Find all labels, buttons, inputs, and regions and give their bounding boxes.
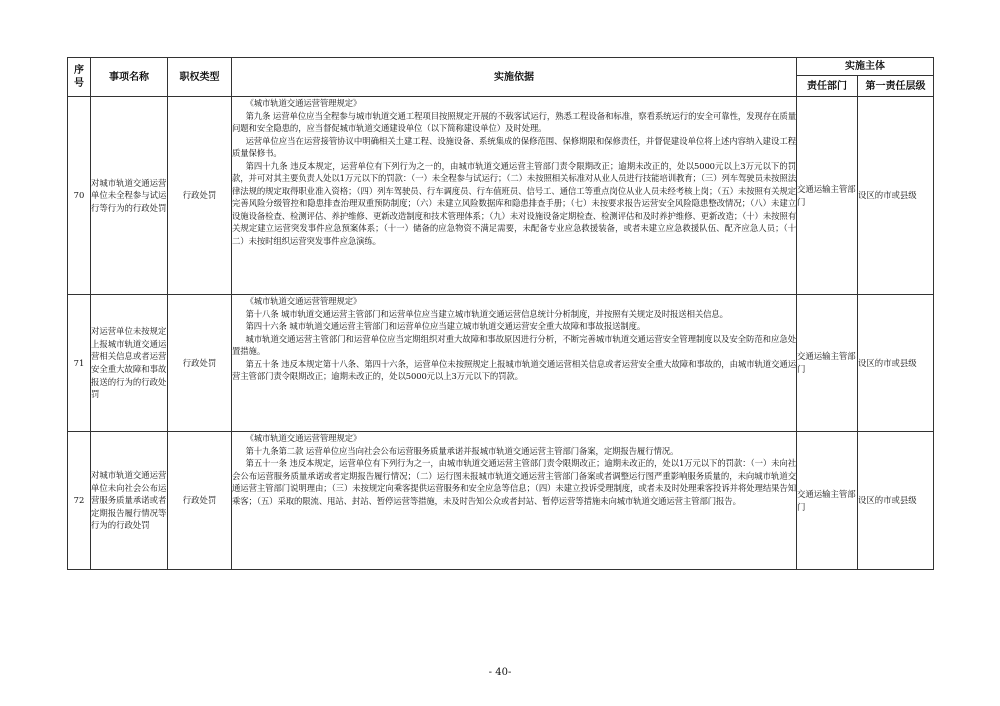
basis-paragraph: 第五十一条 违反本规定，运营单位有下列行为之一，由城市轨道交通运营主管部门责令限期改正；逾期未改正的，处以1万元以下的罚款：（一）未向社会公布运营服务质量承诺或者定期报告履行情况；（二）运行图未报城市轨道交通运营主管部门备案或者调整运行图严重影响服务质量的，未向城市轨道交通运营主管部门说明理由；（三）未按规定向乘客提供运营服务和安全应急等信息；（四）未建立投诉受理制度，或者未及时处理乘客投诉并将处理结果告知乘客；（五）采取的限流、甩站、封站、暂停运营等措施，未及时告知公众或者封站、暂停运营等措施未向城市轨道交通运营主管部门报告。 [232, 458, 796, 506]
header-level: 第一责任层级 [858, 76, 934, 97]
row-number: 70 [68, 97, 91, 295]
basis-paragraph: 《城市轨道交通运营管理规定》 [245, 296, 362, 306]
responsibility-level: 设区的市或县级 [858, 295, 934, 432]
enforcement-items-table [67, 57, 934, 570]
power-type: 行政处罚 [168, 97, 232, 295]
header-subject: 实施主体 [797, 58, 934, 76]
basis-paragraph: 城市轨道交通运营主管部门和运营单位应当定期组织对重大故障和事故原因进行分析，不断完善城市轨道交通运营安全管理制度以及安全防范和应急处置措施。 [232, 333, 796, 357]
basis-paragraph: 第十九条第二款 运营单位应当向社会公布运营服务质量承诺并报城市轨道交通运营主管部门备案，定期报告履行情况。 [245, 445, 679, 456]
basis-paragraph: 第九条 运营单位应当全程参与城市轨道交通工程项目按照规定开展的不载客试运行，熟悉工程设备和标准，察看系统运行的安全可靠性，发现存在质量问题和安全隐患的，应当督促城市轨道交通建设单位（以下简称建设单位）及时处理。 [232, 110, 796, 134]
responsibility-level: 设区的市或县级 [858, 432, 934, 570]
item-name: 对城市轨道交通运营单位未向社会公布运营服务质量承诺或者定期报告履行情况等行为的行政处罚 [91, 432, 168, 570]
responsible-dept: 交通运输主管部门 [797, 432, 858, 570]
table-row [68, 295, 934, 432]
power-type: 行政处罚 [168, 295, 232, 432]
basis-paragraph: 运营单位应当在运营接管协议中明确相关土建工程、设施设备、系统集成的保修范围、保修期限和保修责任，并督促建设单位将上述内容纳入建设工程质量保修书。 [232, 135, 796, 159]
table-row [68, 97, 934, 295]
basis-cell [232, 295, 797, 432]
page-number: - 40- [488, 667, 512, 678]
basis-paragraph: 第五十条 违反本规定第十八条、第四十六条，运营单位未按照规定上报城市轨道交通运营相关信息或者运营安全重大故障和事故的，由城市轨道交通运营主管部门责令限期改正；逾期未改正的，处以5000元以上3万元以下的罚款。 [232, 358, 796, 382]
basis-paragraph: 《城市轨道交通运营管理规定》 [245, 98, 362, 108]
basis-cell [232, 432, 797, 570]
item-name: 对运营单位未按规定上报城市轨道交通运营相关信息或者运营安全重大故障和事故报送的行为的行政处罚 [91, 295, 168, 432]
header-power-type: 职权类型 [168, 58, 232, 97]
responsible-dept: 交通运输主管部门 [797, 97, 858, 295]
header-item-name: 事项名称 [91, 58, 168, 97]
basis-paragraph: 第四十九条 违反本规定，运营单位有下列行为之一的，由城市轨道交通运营主管部门责令限期改正；逾期未改正的，处以5000元以上3万元以下的罚款，并可对其主要负责人处以1万元以下的罚款：（一）未全程参与试运行；（二）未按照相关标准对从业人员进行技能培训教育；（三）列车驾驶员未按照法律法规的规定取得职业准入资格；（四）列车驾驶员、行车调度员、行车值班员、信号工、通信工等重点岗位从业人员未经考核上岗；（五）未按照有关规定完善风险分级管控和隐患排查治理双重预防制度；（六）未建立风险数据库和隐患排查手册；（七）未按要求报告运营安全风险隐患整改情况；（八）未建立设施设备检查、检测评估、养护维修、更新改造制度和技术管理体系；（九）未对设施设备定期检查、检测评估和及时养护维修、更新改造；（十）未按照有关规定建立运营突发事件应急预案体系；（十一）储备的应急物资不满足需要，未配备专业应急救援装备，或者未建立应急救援队伍、配齐应急人员；（十二）未按时组织运营突发事件应急演练。 [232, 160, 796, 247]
basis-cell [232, 97, 797, 295]
responsibility-level: 设区的市或县级 [858, 97, 934, 295]
table-row [68, 432, 934, 570]
responsible-dept: 交通运输主管部门 [797, 295, 858, 432]
header-basis: 实施依据 [232, 58, 797, 97]
basis-paragraph: 第十八条 城市轨道交通运营主管部门和运营单位应当建立城市轨道交通运营信息统计分析制度，并按照有关规定及时报送相关信息。 [245, 308, 728, 319]
basis-paragraph: 《城市轨道交通运营管理规定》 [245, 433, 362, 443]
header-dept: 责任部门 [797, 76, 858, 97]
row-number: 72 [68, 432, 91, 570]
row-number: 71 [68, 295, 91, 432]
basis-paragraph: 第四十六条 城市轨道交通运营主管部门和运营单位应当建立城市轨道交通运营安全重大故障和事故报送制度。 [245, 321, 646, 332]
power-type: 行政处罚 [168, 432, 232, 570]
header-seq: 序号 [68, 58, 91, 97]
item-name: 对城市轨道交通运营单位未全程参与试运行等行为的行政处罚 [91, 97, 168, 295]
